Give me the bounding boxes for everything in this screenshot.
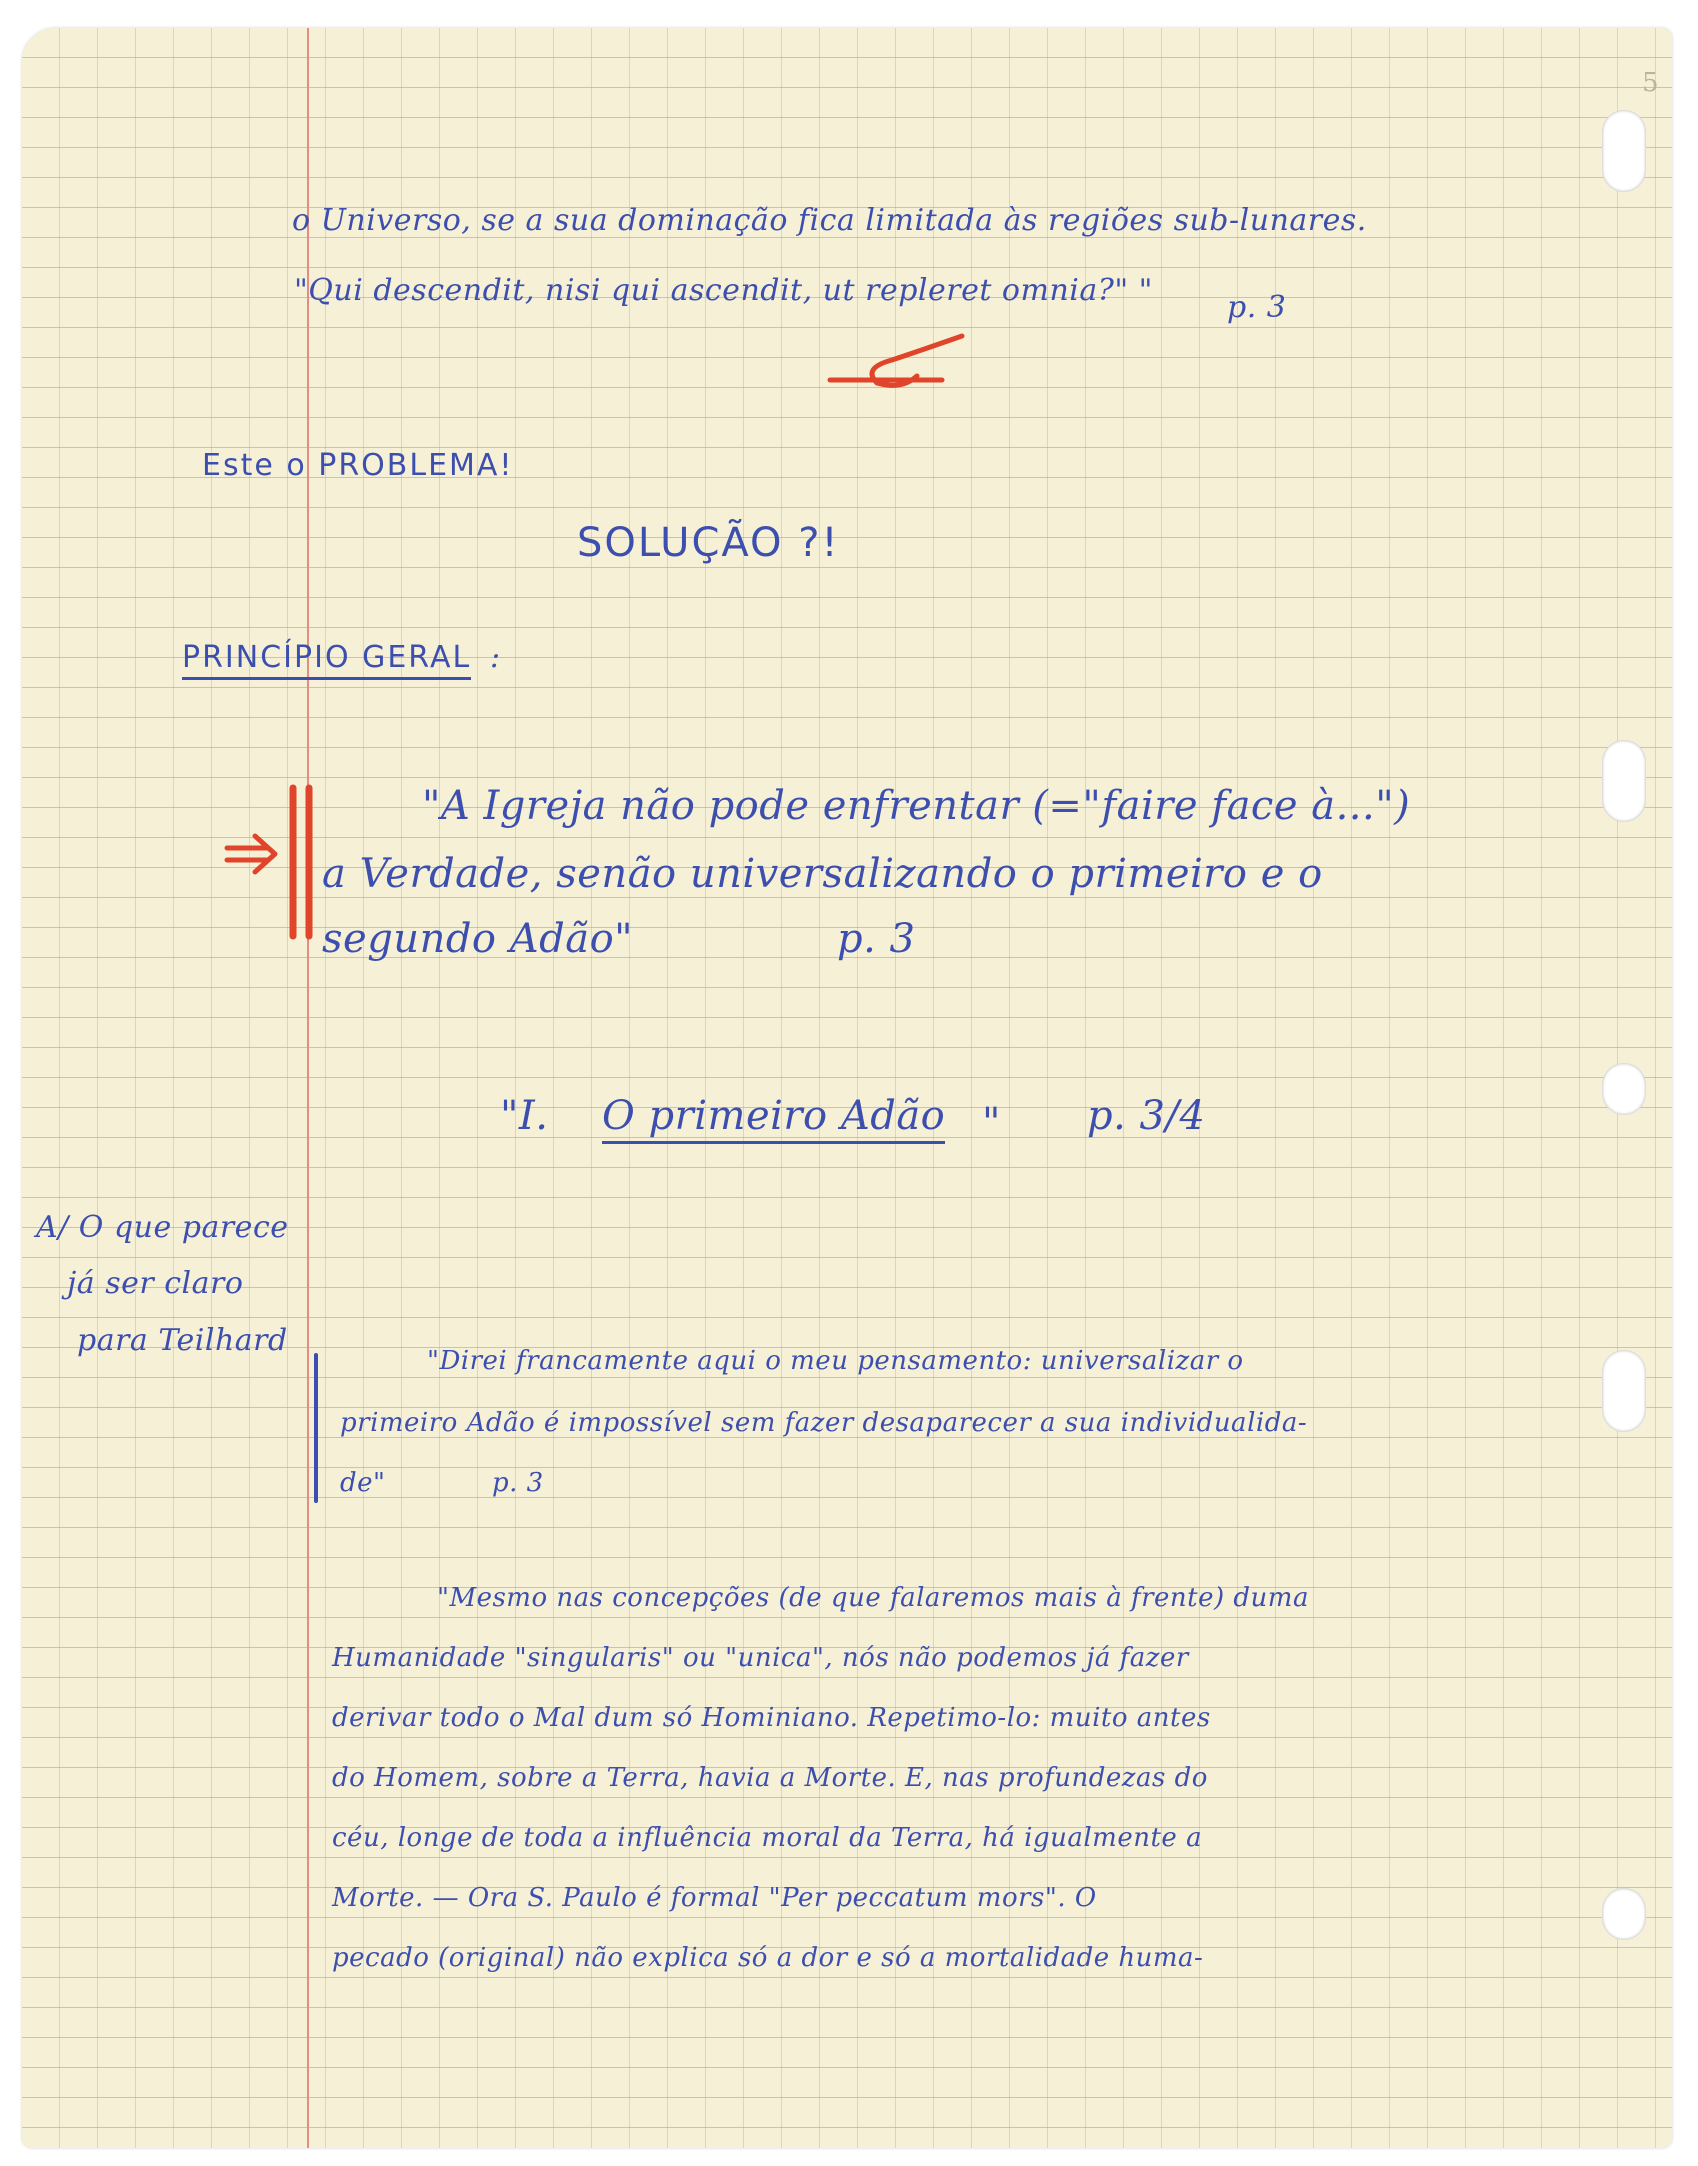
side-note-line: A/ O que parece: [36, 1210, 289, 1245]
page-reference: p. 3: [837, 916, 916, 962]
page-reference: p. 3: [492, 1468, 544, 1498]
quote-line: segundo Adão": [322, 916, 634, 962]
quote-line: primeiro Adão é impossível sem fazer desaparecer a sua individualida-: [340, 1408, 1308, 1438]
problema-label: Este o PROBLEMA!: [202, 448, 514, 483]
text-line: "Qui descendit, nisi qui ascendit, ut repleret omnia?" ": [294, 273, 1153, 308]
paragraph-line: "Mesmo nas concepções (de que falaremos mais à frente) duma: [437, 1583, 1309, 1613]
red-check-mark: [822, 328, 972, 398]
paragraph-line: pecado (original) não explica só a dor e só a mortalidade huma-: [332, 1943, 1204, 1973]
section-close-quote: ": [982, 1100, 1001, 1146]
notebook-page: [22, 28, 1672, 2148]
section-number: "I.: [500, 1093, 549, 1139]
quote-line: a Verdade, senão universalizando o primeiro e o: [322, 851, 1323, 897]
principio-colon: :: [490, 640, 501, 675]
solucao-label: SOLUÇÃO ?!: [577, 520, 840, 566]
margin-line: [307, 28, 309, 2148]
paragraph-line: Humanidade "singularis" ou "unica", nós não podemos já fazer: [332, 1643, 1189, 1673]
section-title: O primeiro Adão: [602, 1093, 945, 1144]
quote-line: "A Igreja não pode enfrentar (="faire face à..."): [422, 783, 1411, 829]
quote-line: de": [340, 1468, 386, 1498]
paragraph-line: do Homem, sobre a Terra, havia a Morte. E, nas profundezas do: [332, 1763, 1208, 1793]
text-line: o Universo, se a sua dominação fica limitada às regiões sub-lunares.: [292, 203, 1367, 238]
binder-hole: [1602, 110, 1646, 192]
corner-number: 5: [1642, 68, 1660, 98]
side-note-line: para Teilhard: [77, 1323, 288, 1358]
paragraph-line: Morte. — Ora S. Paulo é formal "Per peccatum mors". O: [332, 1883, 1097, 1913]
side-note-line: já ser claro: [67, 1266, 244, 1301]
red-arrow-double-bar: [217, 768, 327, 948]
page-reference: p. 3: [1227, 290, 1287, 325]
binder-hole: [1602, 1888, 1646, 1940]
binder-hole: [1602, 1063, 1646, 1115]
quote-line: "Direi francamente aqui o meu pensamento: universalizar o: [427, 1346, 1244, 1376]
paragraph-line: céu, longe de toda a influência moral da Terra, há igualmente a: [332, 1823, 1203, 1853]
principio-heading: PRINCÍPIO GERAL: [182, 640, 471, 680]
quote-side-bar: [314, 1353, 318, 1503]
binder-hole: [1602, 1350, 1646, 1432]
page-reference: p. 3/4: [1087, 1093, 1206, 1139]
paragraph-line: derivar todo o Mal dum só Hominiano. Repetimo-lo: muito antes: [332, 1703, 1211, 1733]
binder-hole: [1602, 740, 1646, 822]
